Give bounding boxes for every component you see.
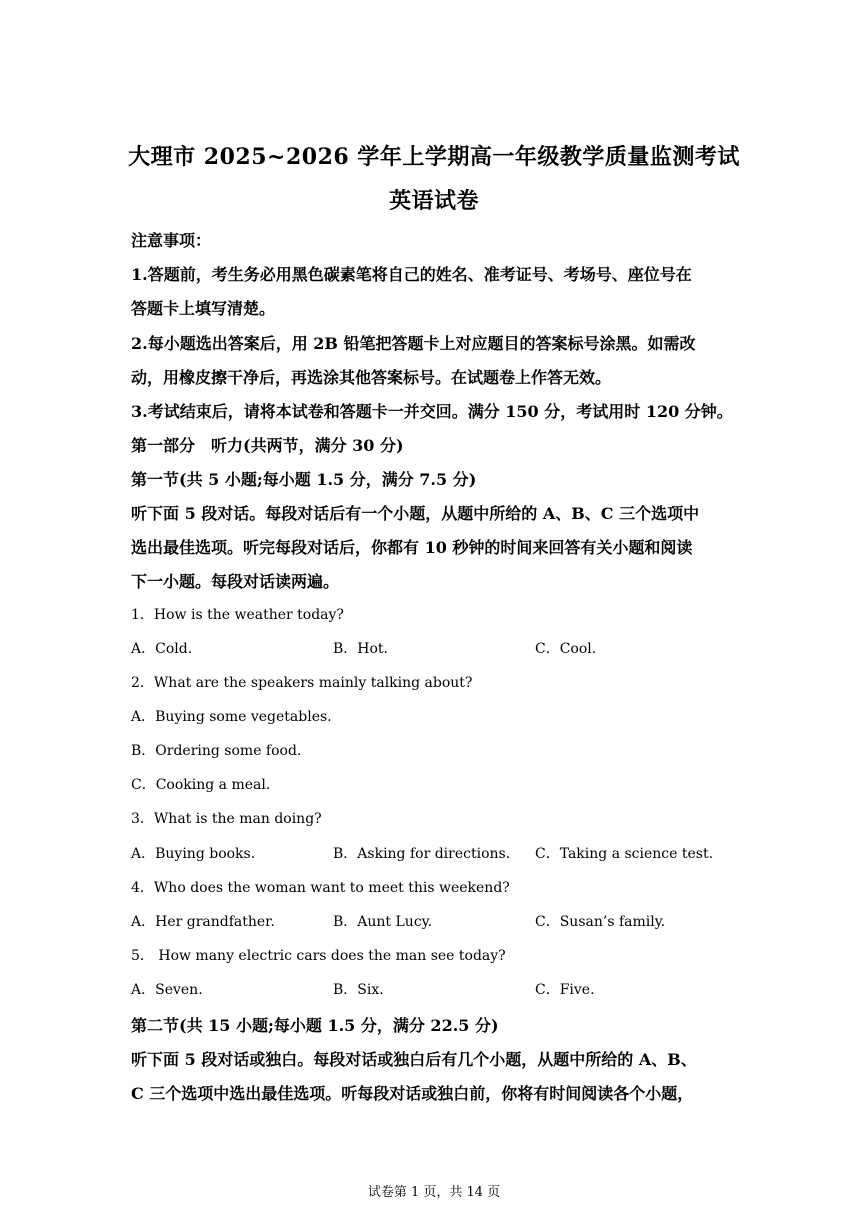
notice-item-2-cont: 动，用橡皮擦干净后，再选涂其他答案标号。在试题卷上作答无效。 — [131, 368, 612, 387]
section2-instructions: 听下面 5 段对话或独白。每段对话或独白后有几个小题，从题中所给的 A、B、 — [131, 1050, 697, 1069]
q4-option-c: C．Susan’s family. — [535, 914, 666, 930]
section1-instructions: 听下面 5 段对话。每段对话后有一个小题，从题中所给的 A、B、C 三个选项中 — [131, 504, 700, 523]
q1-option-a: A．Cold. — [131, 641, 193, 657]
page-footer: 试卷第 1 页，共 14 页 — [367, 1185, 501, 1200]
question-2: 2．What are the speakers mainly talking about? — [131, 675, 473, 691]
exam-title: 大理市 2025~2026 学年上学期高一年级教学质量监测考试 — [128, 144, 740, 170]
q1-option-b: B．Hot. — [333, 641, 389, 657]
question-5: 5． How many electric cars does the man see today? — [131, 948, 506, 964]
notice-heading: 注意事项： — [131, 231, 212, 250]
section1-heading: 第一节(共 5 小题;每小题 1.5 分，满分 7.5 分) — [131, 470, 477, 489]
q2-option-b: B．Ordering some food. — [131, 743, 302, 759]
q5-option-c: C．Five. — [535, 982, 595, 998]
part1-heading: 第一部分 听力(共两节，满分 30 分) — [131, 436, 404, 455]
section2-instructions-cont: C 三个选项中选出最佳选项。听每段对话或独白前，你将有时间阅读各个小题， — [131, 1084, 694, 1103]
notice-item-3: 3.考试结束后，请将本试卷和答题卡一并交回。满分 150 分，考试用时 120 分钟。 — [131, 402, 733, 421]
question-1: 1．How is the weather today? — [131, 607, 344, 623]
q4-option-a: A．Her grandfather. — [131, 914, 275, 930]
section2-heading: 第二节(共 15 小题;每小题 1.5 分，满分 22.5 分) — [131, 1016, 499, 1035]
q3-option-b: B．Asking for directions. — [333, 846, 511, 862]
q4-option-b: B．Aunt Lucy. — [333, 914, 433, 930]
notice-item-1: 1.答题前，考生务必用黑色碳素笔将自己的姓名、准考证号、考场号、座位号在 — [131, 265, 692, 284]
q5-option-a: A．Seven. — [131, 982, 203, 998]
notice-item-2: 2.每小题选出答案后，用 2B 铅笔把答题卡上对应题目的答案标号涂黑。如需改 — [131, 334, 696, 353]
q2-option-c: C．Cooking a meal. — [131, 777, 271, 793]
question-3: 3．What is the man doing? — [131, 811, 322, 827]
q5-option-b: B．Six. — [333, 982, 384, 998]
section1-instructions-end: 下一小题。每段对话读两遍。 — [131, 572, 340, 591]
exam-subtitle: 英语试卷 — [388, 188, 479, 214]
question-4: 4．Who does the woman want to meet this weekend? — [131, 880, 510, 896]
q3-option-c: C．Taking a science test. — [535, 846, 714, 862]
q1-option-c: C．Cool. — [535, 641, 597, 657]
notice-item-1-cont: 答题卡上填写清楚。 — [131, 299, 276, 318]
q3-option-a: A．Buying books. — [131, 846, 256, 862]
section1-instructions-cont: 选出最佳选项。听完每段对话后，你都有 10 秒钟的时间来回答有关小题和阅读 — [131, 538, 693, 557]
q2-option-a: A．Buying some vegetables. — [131, 709, 332, 725]
